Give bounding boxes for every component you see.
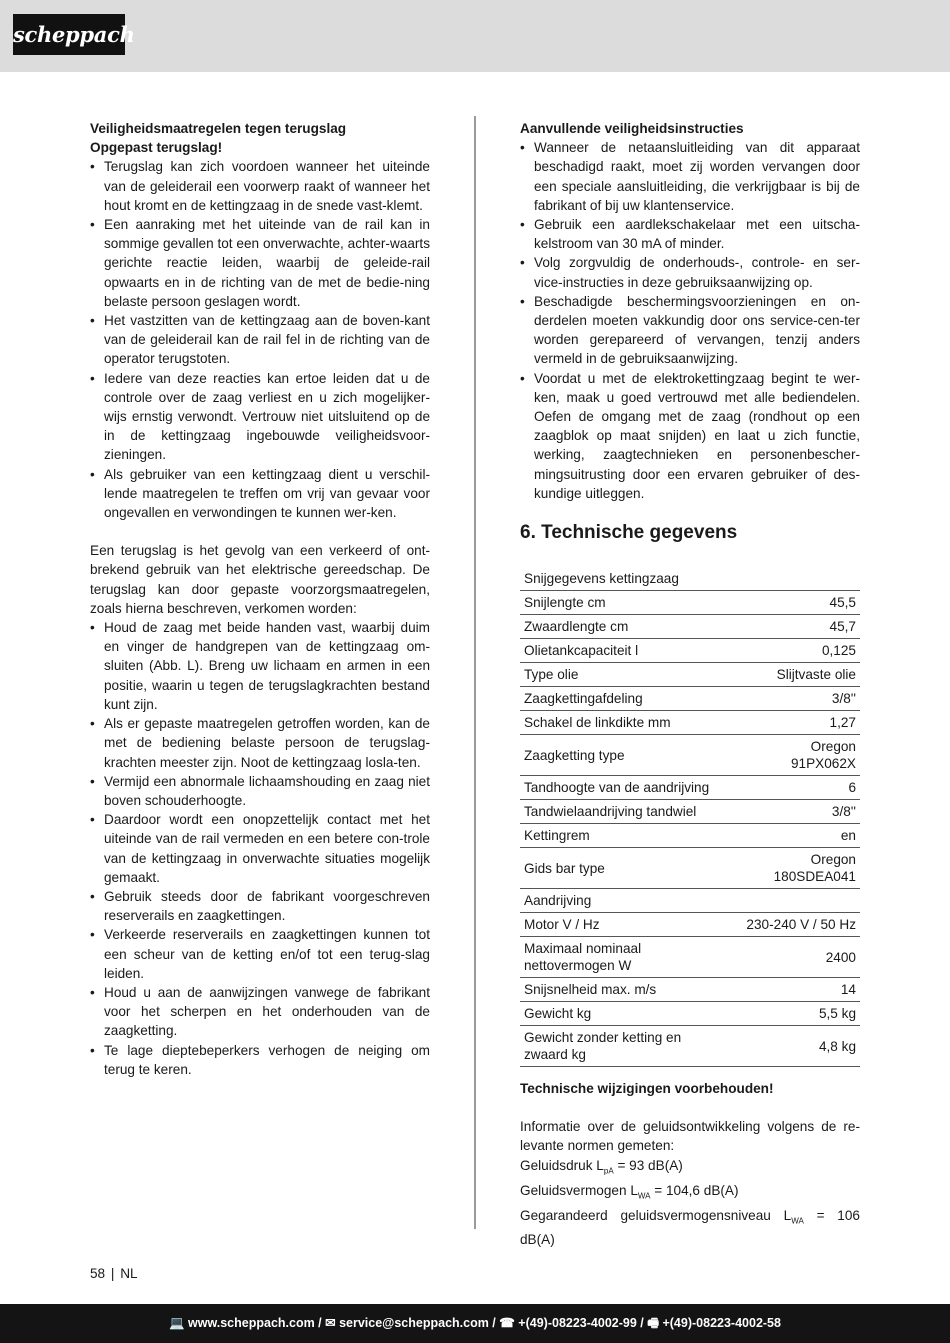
table-row <box>520 591 860 615</box>
additional-safety-list <box>520 138 860 503</box>
spec-value: 0,125 <box>731 639 860 663</box>
list-item: • Beschadigde beschermingsvoorzieningen en on-derdelen moeten vakkundig door ons service-cen-ter worden gerepareerd of vervangen, tenzij anders vermeld in de gebruiksaanwijzing. <box>520 292 860 369</box>
header-bar <box>0 0 950 72</box>
page-number: 58 | NL <box>90 1266 138 1281</box>
spec-value: Oregon 180SDEA041 <box>731 848 860 889</box>
table-row <box>520 735 860 776</box>
list-item: • Wanneer de netaansluitleiding van dit apparaat beschadigd raakt, moet zij worden vervangen door een speciale aansluitleiding, die verkrijgbaar is bij de fabrikant of bij uw klantenservice. <box>520 138 860 215</box>
noise-intro: Informatie over de geluidsontwikkeling volgens de re-levante normen gemeten: <box>520 1119 860 1154</box>
spec-label: Snijsnelheid max. m/s <box>520 978 731 1002</box>
spec-label: Olietankcapaciteit l <box>520 639 731 663</box>
table-row <box>520 824 860 848</box>
table-row <box>520 889 860 913</box>
prevention-list <box>90 618 430 1079</box>
spec-value: Oregon 91PX062X <box>731 735 860 776</box>
page-number-value: 58 <box>90 1266 106 1281</box>
list-item: • Daardoor wordt een onopzettelijk contact met het uiteinde van de rail vermeden en een betere con-trole van de kettingzaag in onverwachte situaties mogelijk gemaakt. <box>90 810 430 887</box>
contact-line: 💻 www.scheppach.com / ✉ service@scheppach.com / ☎ +(49)-08223-4002-99 / 🖷 +(49)-08223-4002-58 <box>169 1316 781 1330</box>
spec-value <box>731 889 860 913</box>
spec-value <box>731 567 860 591</box>
list-item: • Houd u aan de aanwijzingen vanwege de fabrikant voor het scherpen en het onderhouden van de zaagketting. <box>90 983 430 1041</box>
table-row <box>520 711 860 735</box>
spec-label: Aandrijving <box>520 889 731 913</box>
list-item: • Houd de zaag met beide handen vast, waarbij duim en vinger de handgrepen van de kettingzaag om-sluiten (Abb. L). Breng uw lichaam en armen in een positie, waarin u tegen de terugslagkrachten bestand kunt zijn. <box>90 618 430 714</box>
spec-value: Slijtvaste olie <box>731 663 860 687</box>
column-divider <box>474 116 476 1229</box>
additional-safety-heading: Aanvullende veiligheidsinstructies <box>520 121 744 136</box>
right-column <box>520 119 860 1250</box>
list-item: • Te lage dieptebeperkers verhogen de neiging om terug te keren. <box>90 1041 430 1079</box>
spec-value: en <box>731 824 860 848</box>
spec-label: Motor V / Hz <box>520 913 731 937</box>
table-row <box>520 913 860 937</box>
list-item: • Verkeerde reserverails en zaagkettingen kunnen tot een scheur van de ketting en/of tot een terug-slag leiden. <box>90 925 430 983</box>
spec-label: Maximaal nominaal nettovermogen W <box>520 937 731 978</box>
list-item: • Als gebruiker van een kettingzaag dient u verschil-lende maatregelen te treffen om vrij van gevaar voor ongevallen en verwondingen te kunnen wer-ken. <box>90 465 430 523</box>
list-item: • Volg zorgvuldig de onderhouds-, controle- en ser-vice-instructies in deze gebruiksaanwijzing op. <box>520 253 860 291</box>
table-row <box>520 687 860 711</box>
noise-line: Gegarandeerd geluidsvermogensniveau $L_{WA} = 106$ dB(A) <box>520 1207 860 1248</box>
table-row <box>520 615 860 639</box>
list-item: • Gebruik een aardlekschakelaar met een uitscha-kelstroom van 30 mA of minder. <box>520 215 860 253</box>
table-row <box>520 848 860 889</box>
footer-bar <box>0 1304 950 1343</box>
spec-label: Snijgegevens kettingzaag <box>520 567 731 591</box>
noise-line: Geluidsdruk $L_{pA} = 93$ dB(A) <box>520 1157 683 1176</box>
noise-values <box>520 1156 860 1250</box>
spec-value: 45,5 <box>731 591 860 615</box>
scheppach-logo: scheppach <box>13 14 125 55</box>
spec-label: Gewicht kg <box>520 1002 731 1026</box>
kickback-list <box>90 157 430 522</box>
list-item: • Gebruik steeds door de fabrikant voorgeschreven reserverails en zaagkettingen. <box>90 887 430 925</box>
list-item: • Vermijd een abnormale lichaamshouding en zaag niet boven schouderhoogte. <box>90 772 430 810</box>
spec-value: 5,5 kg <box>731 1002 860 1026</box>
spec-label: Type olie <box>520 663 731 687</box>
language-code: NL <box>120 1266 138 1281</box>
section-title: 6. Technische gegevens <box>520 522 738 544</box>
spec-label: Kettingrem <box>520 824 731 848</box>
table-row <box>520 978 860 1002</box>
spec-label: Gids bar type <box>520 848 731 889</box>
changes-note: Technische wijzigingen voorbehouden! <box>520 1081 774 1097</box>
spec-label: Schakel de linkdikte mm <box>520 711 731 735</box>
spec-value: 6 <box>731 776 860 800</box>
table-row <box>520 1026 860 1067</box>
spec-value: 3/8'' <box>731 800 860 824</box>
noise-line: Geluidsvermogen $L_{WA} = 104,6$ dB(A) <box>520 1182 739 1201</box>
table-row <box>520 800 860 824</box>
spec-label: Zwaardlengte cm <box>520 615 731 639</box>
kickback-paragraph: Een terugslag is het gevolg van een verkeerd of ont-brekend gebruik van het elektrische gereedschap. De terugslag kan door gepaste voorzorgsmaatregelen, zoals hierna beschreven, verkomen worden: <box>90 543 430 616</box>
table-row <box>520 1002 860 1026</box>
spec-value: 14 <box>731 978 860 1002</box>
table-row <box>520 776 860 800</box>
table-row <box>520 663 860 687</box>
spec-value: 3/8'' <box>731 687 860 711</box>
table-row <box>520 937 860 978</box>
list-item: • Voordat u met de elektrokettingzaag begint te wer-ken, maak u goed vertrouwd met alle bediendelen. Oefen de omgang met de zaag (rondhout op een zaagblok op maat snijden) en laat u zich functie, werking, zaagtechnieken en personenbescher-mingsuitrusting door een ervaren gebruiker of des-kundige uitleggen. <box>520 369 860 503</box>
spec-value: 45,7 <box>731 615 860 639</box>
spec-label: Tandhoogte van de aandrijving <box>520 776 731 800</box>
spec-value: 2400 <box>731 937 860 978</box>
list-item: • Het vastzitten van de kettingzaag aan de boven-kant van de geleiderail kan de rail fel in de richting van de operator terugstoten. <box>90 311 430 369</box>
spec-value: 230-240 V / 50 Hz <box>731 913 860 937</box>
table-row <box>520 639 860 663</box>
list-item: • Terugslag kan zich voordoen wanneer het uiteinde van de geleiderail een voorwerp raakt of wanneer het hout kromt en de kettingzaag in de snede vast-klemt. <box>90 157 430 215</box>
spec-label: Snijlengte cm <box>520 591 731 615</box>
spec-label: Gewicht zonder ketting en zwaard kg <box>520 1026 731 1067</box>
spec-label: Zaagketting type <box>520 735 731 776</box>
kickback-heading: Veiligheidsmaatregelen tegen terugslag <box>90 121 347 136</box>
list-item: • Als er gepaste maatregelen getroffen worden, kan de met de bediening belaste persoon de terugslag-krachten meester zijn. Noot de kettingzaag losla-ten. <box>90 714 430 772</box>
spec-value: 1,27 <box>731 711 860 735</box>
spec-label: Zaagkettingafdeling <box>520 687 731 711</box>
spec-value: 4,8 kg <box>731 1026 860 1067</box>
list-item: • Iedere van deze reacties kan ertoe leiden dat u de controle over de zaag verliest en u zich mogelijker-wijs ernstig verwondt. Vertrouw niet uitsluitend op de in de kettingzaag ingebouwde veiligheidsvoor-zieningen. <box>90 369 430 465</box>
table-row <box>520 567 860 591</box>
list-item: • Een aanraking met het uiteinde van de rail kan in sommige gevallen tot een onverwachte, achter-waarts gerichte reactie leiden, waarbij de geleide-rail opwaarts en in de richting van de met de bedie-ning belaste persoon geslagen wordt. <box>90 215 430 311</box>
spec-table <box>520 567 860 1067</box>
left-column <box>90 119 430 1079</box>
kickback-warning: Opgepast terugslag! <box>90 140 223 156</box>
spec-label: Tandwielaandrijving tandwiel <box>520 800 731 824</box>
